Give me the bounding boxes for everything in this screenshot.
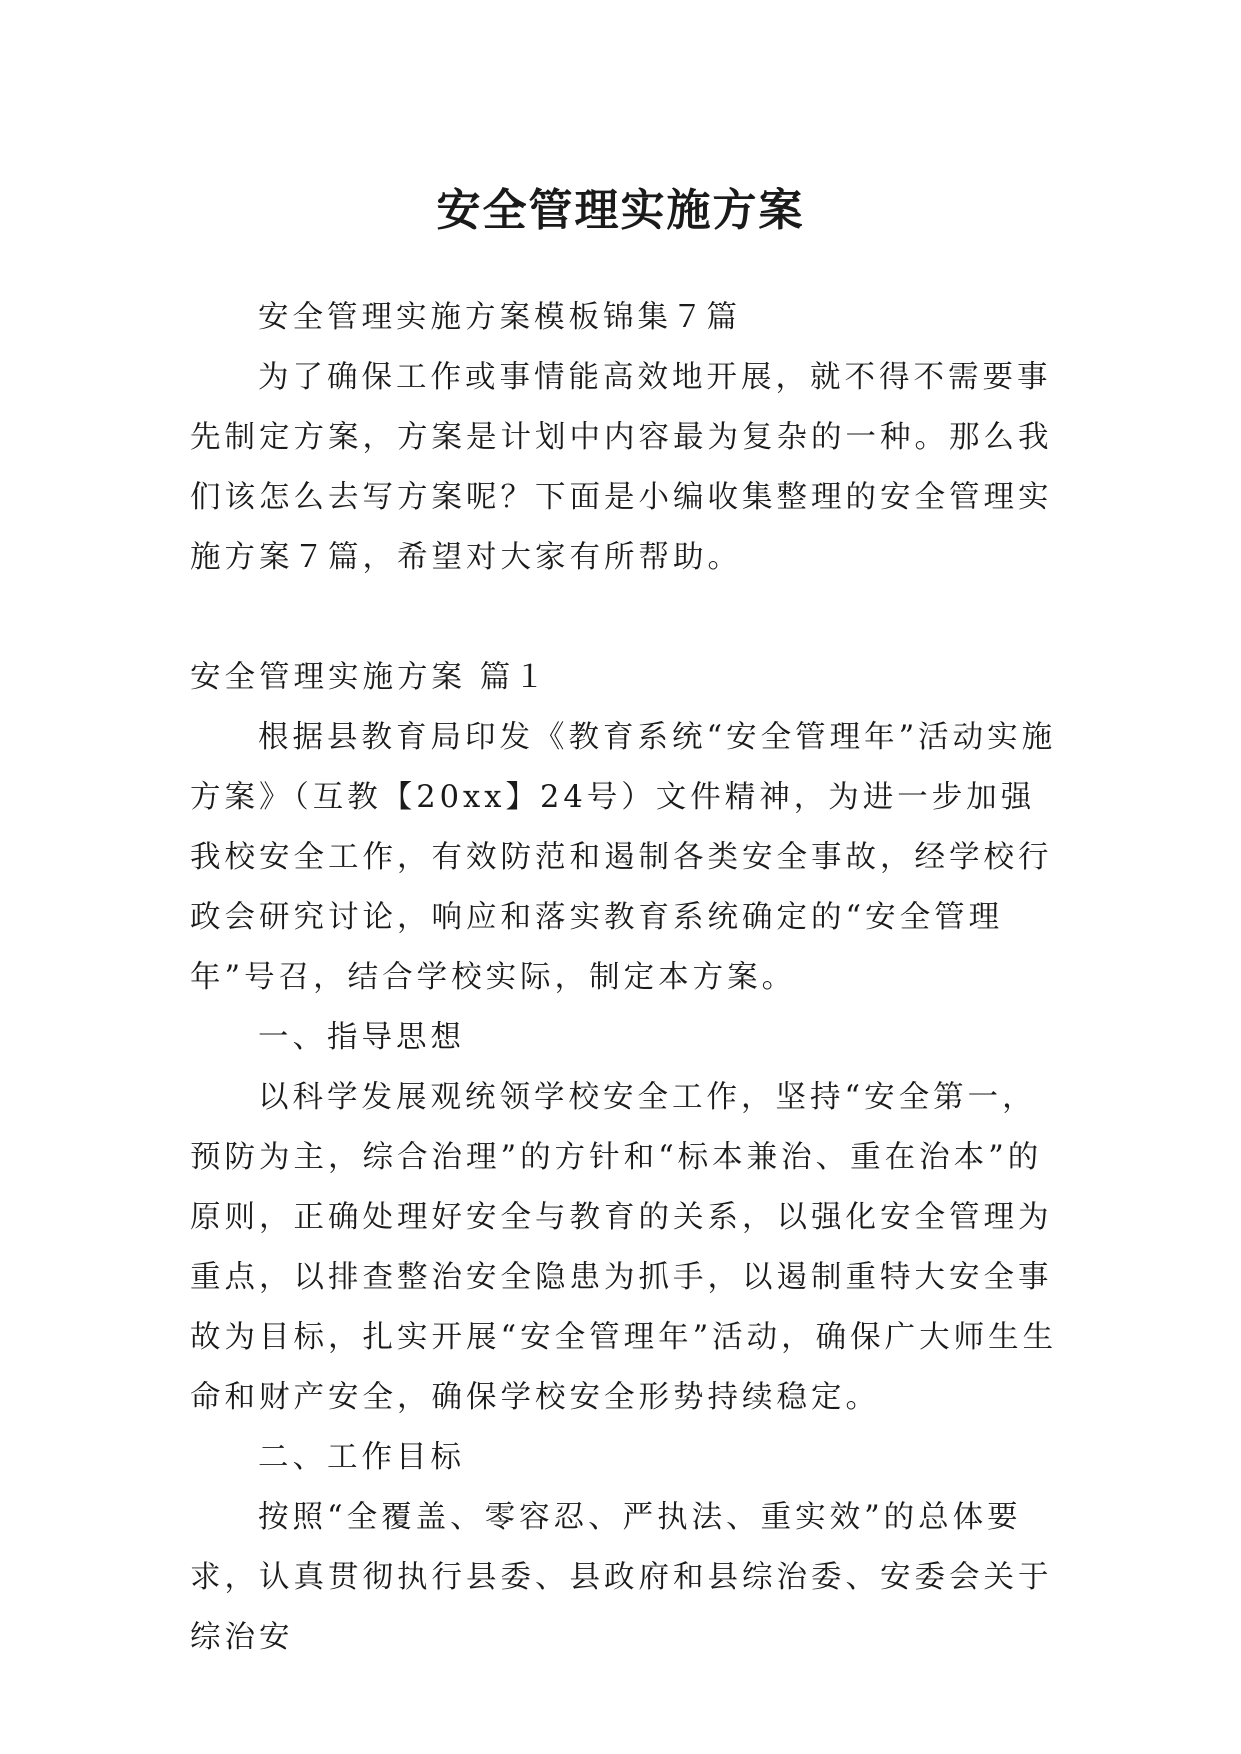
body-paragraph: 根据县教育局印发《教育系统“安全管理年”活动实施方案》（互教【20xx】24号）文件精神，为进一步加强我校安全工作，有效防范和遏制各类安全事故，经学校行政会研究讨论，响应和落实教育系统确定的“安全管理年”号召，结合学校实际，制定本方案。 bbox=[190, 720, 1057, 995]
subtitle-line: 安全管理实施方案模板锦集７篇 bbox=[258, 300, 741, 335]
section-heading: 安全管理实施方案 篇１ bbox=[190, 660, 549, 695]
subheading-guiding-ideology: 一、指导思想 bbox=[258, 1020, 465, 1055]
body-paragraph: 按照“全覆盖、零容忍、严执法、重实效”的总体要求，认真贯彻执行县委、县政府和县综治委、安委会关于综治安 bbox=[190, 1500, 1053, 1655]
subheading-work-goals: 二、工作目标 bbox=[258, 1440, 465, 1475]
document-title: 安全管理实施方案 bbox=[436, 185, 805, 237]
document-body bbox=[190, 288, 1060, 1668]
intro-paragraph: 为了确保工作或事情能高效地开展，就不得不需要事先制定方案，方案是计划中内容最为复杂的一种。那么我们该怎么去写方案呢？下面是小编收集整理的安全管理实施方案７篇，希望对大家有所帮助。 bbox=[190, 360, 1053, 575]
paragraph-gap bbox=[190, 588, 1060, 648]
body-paragraph: 以科学发展观统领学校安全工作，坚持“安全第一，预防为主，综合治理”的方针和“标本兼治、重在治本”的原则，正确处理好安全与教育的关系，以强化安全管理为重点，以排查整治安全隐患为抓手，以遏制重特大安全事故为目标，扎实开展“安全管理年”活动，确保广大师生生命和财产安全，确保学校安全形势持续稳定。 bbox=[190, 1080, 1058, 1415]
